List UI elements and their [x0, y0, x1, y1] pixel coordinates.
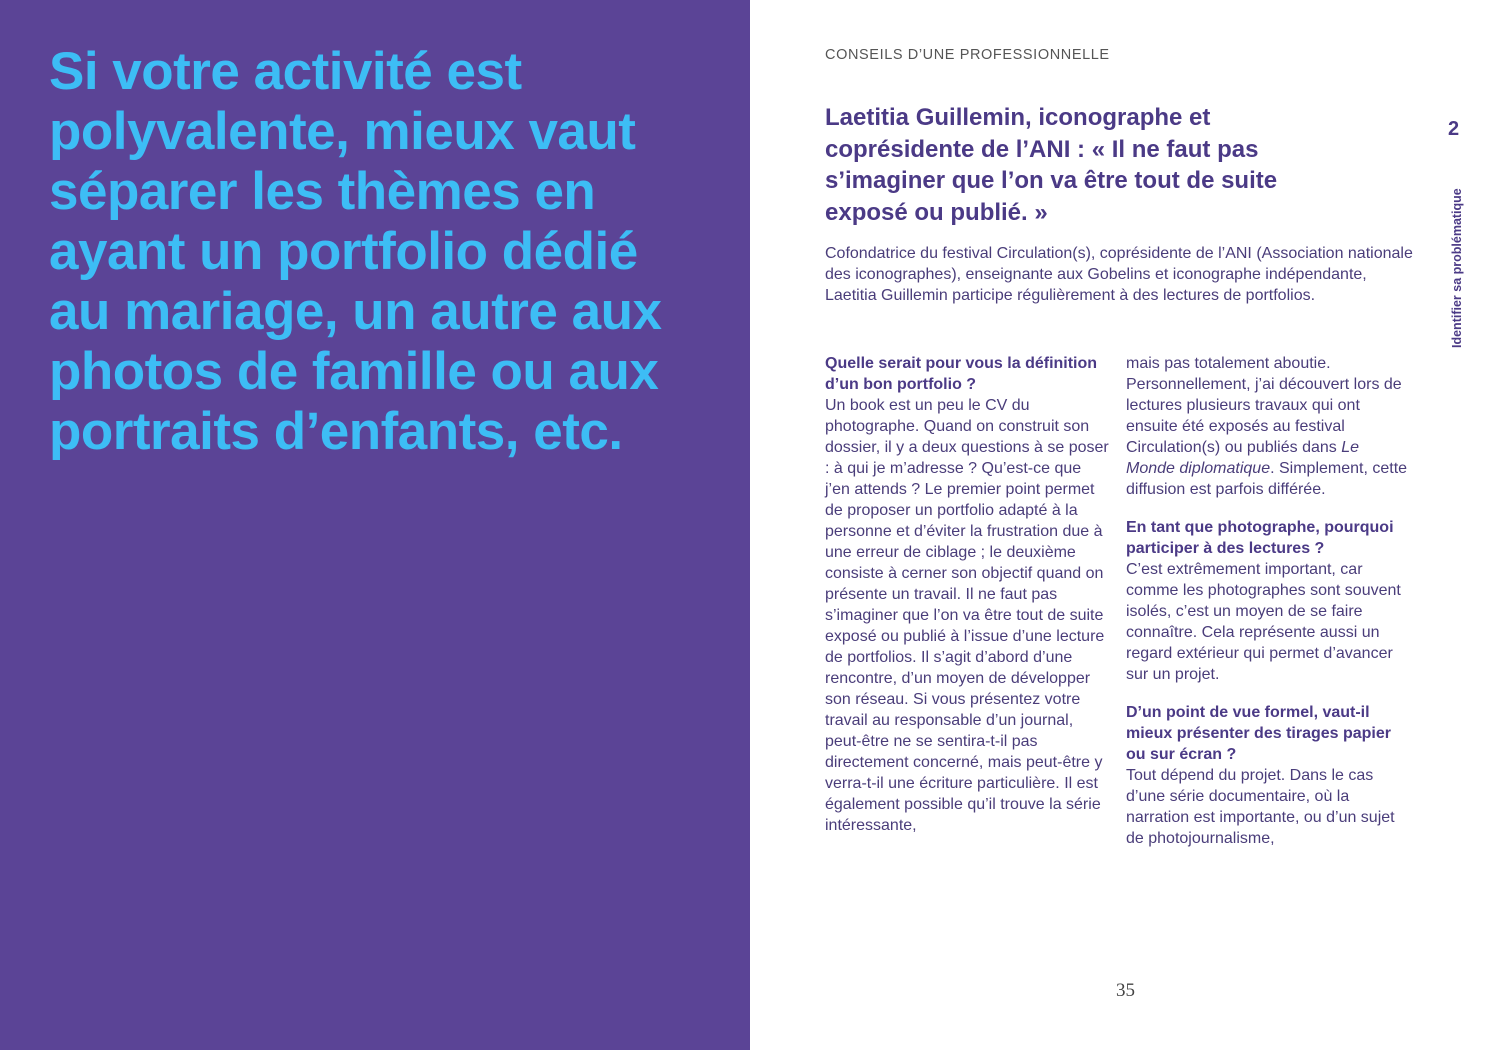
right-page: [750, 0, 1500, 1050]
page-number: 35: [1116, 980, 1135, 1001]
section-label: CONSEILS D’UNE PROFESSIONNELLE: [825, 47, 1110, 63]
question-3: D’un point de vue formel, vaut-il mieux présenter des tirages papier ou sur écran ?: [1126, 704, 1391, 763]
intro-paragraph: Cofondatrice du festival Circulation(s), coprésidente de l’ANI (Association nationale des iconographes), enseignante aux Gobelins et iconographe indépendante, Laetitia Guillemin participe régulièrement à des lectures de portfolios.: [825, 245, 1413, 304]
chapter-tab: [1450, 164, 1476, 354]
answer-1-continued-end: . Simplement, cette diffusion est parfois différée.: [1126, 460, 1408, 498]
answer-1-continued: [1126, 353, 1411, 500]
text-column-2: [1126, 353, 1411, 849]
publication-title: Le Monde diplomatique: [1126, 439, 1360, 477]
question-2: En tant que photographe, pourquoi participer à des lectures ?: [1126, 519, 1394, 557]
question-1: Quelle serait pour vous la définition d’un bon portfolio ?: [825, 355, 1098, 393]
pull-quote: Si votre activité est polyvalente, mieux vaut séparer les thèmes en ayant un portfolio dédié au mariage, un autre aux photos de famille ou aux portraits d’enfants, etc.: [49, 42, 662, 461]
chapter-title: Identifier sa problématique: [1450, 188, 1464, 348]
answer-2: C’est extrêmement important, car comme les photographes sont souvent isolés, c’est un moyen de se faire connaître. Cela représente aussi un regard extérieur qui permet d’avancer sur un projet.: [1126, 561, 1401, 683]
answer-1-continued-text: mais pas totalement aboutie. Personnellement, j’ai découvert lors de lectures plusieurs travaux qui ont ensuite été exposés au festival Circulation(s) ou publiés dans: [1126, 355, 1402, 456]
answer-3: Tout dépend du projet. Dans le cas d’une série documentaire, où la narration est importante, ou d’un sujet de photojournalisme,: [1126, 767, 1395, 847]
chapter-number: 2: [1448, 118, 1460, 140]
text-column-1: [825, 353, 1110, 836]
answer-1: Un book est un peu le CV du photographe. Quand on construit son dossier, il y a deux questions à se poser : à qui je m’adresse ? Qu’est-ce que j’en attends ? Le premier point permet de proposer un portfolio adapté à la personne et d’éviter la frustration due à une erreur de ciblage ; le deuxième consiste à cerner son objectif quand on présente un travail. Il ne faut pas s’imaginer que l’on va être tout de suite exposé ou publié à l’issue d’une lecture de portfolios. Il s’agit d’abord d’une rencontre, d’un moyen de développer son réseau. Si vous présentez votre travail au responsable d’un journal, peut-être ne se sentira-t-il pas directement concerné, mais peut-être y verra-t-il une écriture particulière. Il est également possible qu’il trouve la série intéressante,: [825, 397, 1109, 834]
interview-headline: Laetitia Guillemin, iconographe et coprésidente de l’ANI : « Il ne faut pas s’imaginer que l’on va être tout de suite exposé ou publié. »: [825, 104, 1278, 226]
